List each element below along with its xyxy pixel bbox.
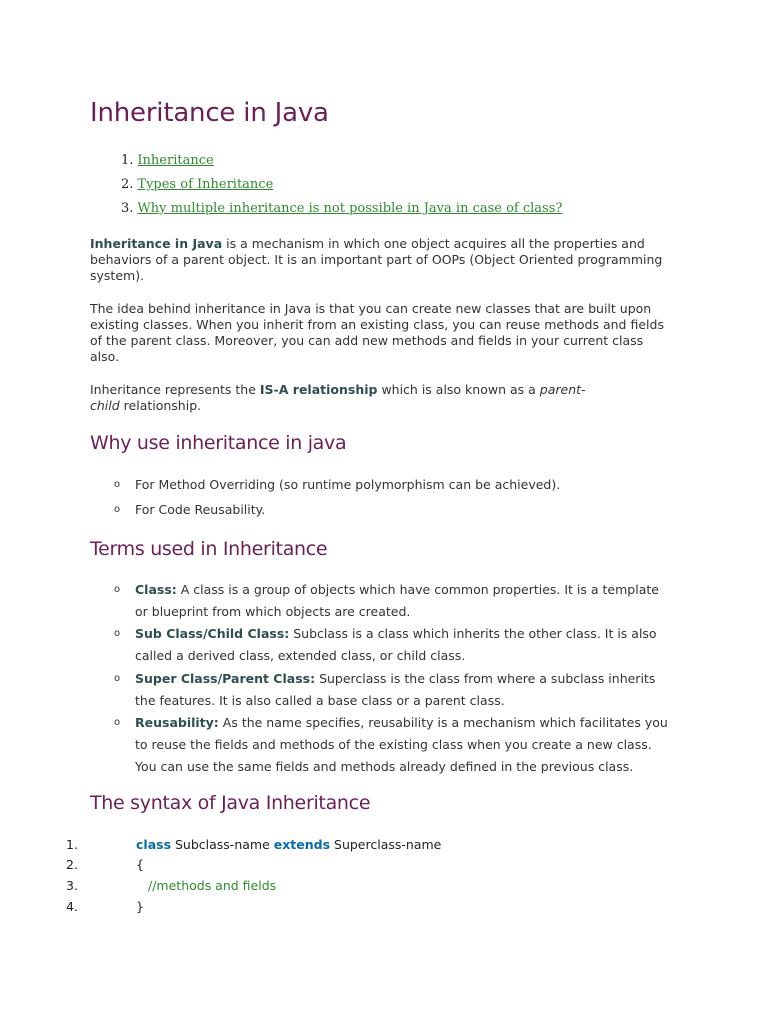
term-text: A class is a group of objects which have common properties. It is a template: [176, 582, 659, 597]
term-text: Subclass is a class which inherits the other class. It is also: [289, 626, 657, 641]
bullet-icon: o: [114, 628, 121, 639]
toc-link-types[interactable]: Types of Inheritance: [137, 177, 274, 192]
term-text: called a derived class, extended class, or child class.: [135, 648, 466, 663]
list-item-text: For Code Reusability.: [135, 502, 266, 517]
toc-number: 3.: [121, 201, 134, 216]
toc-number: 2.: [121, 177, 134, 192]
term-text: As the name specifies, reusability is a mechanism which facilitates you: [218, 715, 668, 730]
term-label: Sub Class/Child Class:: [135, 626, 290, 641]
intro-term: Inheritance in Java: [90, 236, 223, 251]
code-line: [0, 837, 768, 857]
code-text: {: [136, 857, 144, 872]
isa-paragraph: [90, 382, 690, 414]
term-text: the features. It is also called a base class or a parent class.: [135, 693, 505, 708]
toc-link-inheritance[interactable]: Inheritance: [137, 153, 214, 168]
list-item-text: [135, 712, 695, 778]
bullet-icon: o: [114, 717, 121, 728]
bullet-icon: o: [114, 479, 121, 490]
code-line: [0, 878, 768, 898]
term-label: Super Class/Parent Class:: [135, 671, 316, 686]
idea-text: of the parent class. Moreover, you can add new methods and fields in your current class: [90, 333, 644, 348]
code-text: }: [136, 899, 144, 914]
line-number: 1.: [66, 837, 78, 852]
list-item-text: [135, 623, 695, 667]
idea-paragraph: [90, 301, 690, 365]
term-text: or blueprint from which objects are created.: [135, 604, 411, 619]
isa-text: relationship.: [119, 398, 202, 413]
toc-link-multiple[interactable]: Why multiple inheritance is not possible in Java in case of class?: [137, 201, 563, 216]
code-plain: Subclass-name: [171, 837, 274, 852]
idea-text: also.: [90, 349, 120, 364]
idea-text: existing classes. When you inherit from an existing class, you can reuse methods and fields: [90, 317, 664, 332]
term-label: Reusability:: [135, 715, 219, 730]
section-heading-syntax: The syntax of Java Inheritance: [90, 792, 371, 814]
idea-text: The idea behind inheritance in Java is that you can create new classes that are built upon: [90, 301, 652, 316]
code-keyword: extends: [273, 837, 331, 852]
list-item-text: For Method Overriding (so runtime polymorphism can be achieved).: [135, 477, 561, 492]
toc-item: [121, 153, 214, 168]
bullet-icon: o: [114, 584, 121, 595]
bullet-icon: o: [114, 673, 121, 684]
line-number: 3.: [66, 878, 78, 893]
toc-number: 1.: [121, 153, 134, 168]
code-text: [136, 837, 441, 852]
intro-text: is a mechanism in which one object acquires all the properties and: [222, 236, 645, 251]
bullet-icon: o: [114, 504, 121, 515]
toc-item: [121, 177, 273, 192]
intro-paragraph: [90, 236, 690, 284]
code-line: [0, 899, 768, 919]
term-text: to reuse the fields and methods of the existing class when you create a new class.: [135, 737, 652, 752]
code-keyword: class: [136, 837, 172, 852]
line-number: 4.: [66, 899, 78, 914]
isa-italic: child: [90, 398, 120, 413]
isa-italic: parent-: [539, 382, 586, 397]
line-number: 2.: [66, 857, 78, 872]
toc-item: [121, 201, 562, 216]
list-item-text: [135, 668, 695, 712]
section-heading-why: Why use inheritance in java: [90, 432, 347, 454]
intro-text: behaviors of a parent object. It is an important part of OOPs (Object Oriented programming: [90, 252, 663, 267]
term-text: You can use the same fields and methods already defined in the previous class.: [135, 759, 634, 774]
code-line: [0, 857, 768, 877]
code-comment: //methods and fields: [148, 878, 277, 893]
isa-text: Inheritance represents the: [90, 382, 260, 397]
term-label: Class:: [135, 582, 177, 597]
intro-text: system).: [90, 268, 145, 283]
isa-text: which is also known as a: [377, 382, 540, 397]
code-plain: Superclass-name: [330, 837, 442, 852]
isa-term: IS-A relationship: [259, 382, 378, 397]
section-heading-terms: Terms used in Inheritance: [90, 538, 328, 560]
page-title: Inheritance in Java: [90, 98, 329, 128]
term-text: Superclass is the class from where a subclass inherits: [315, 671, 656, 686]
list-item-text: [135, 579, 695, 623]
